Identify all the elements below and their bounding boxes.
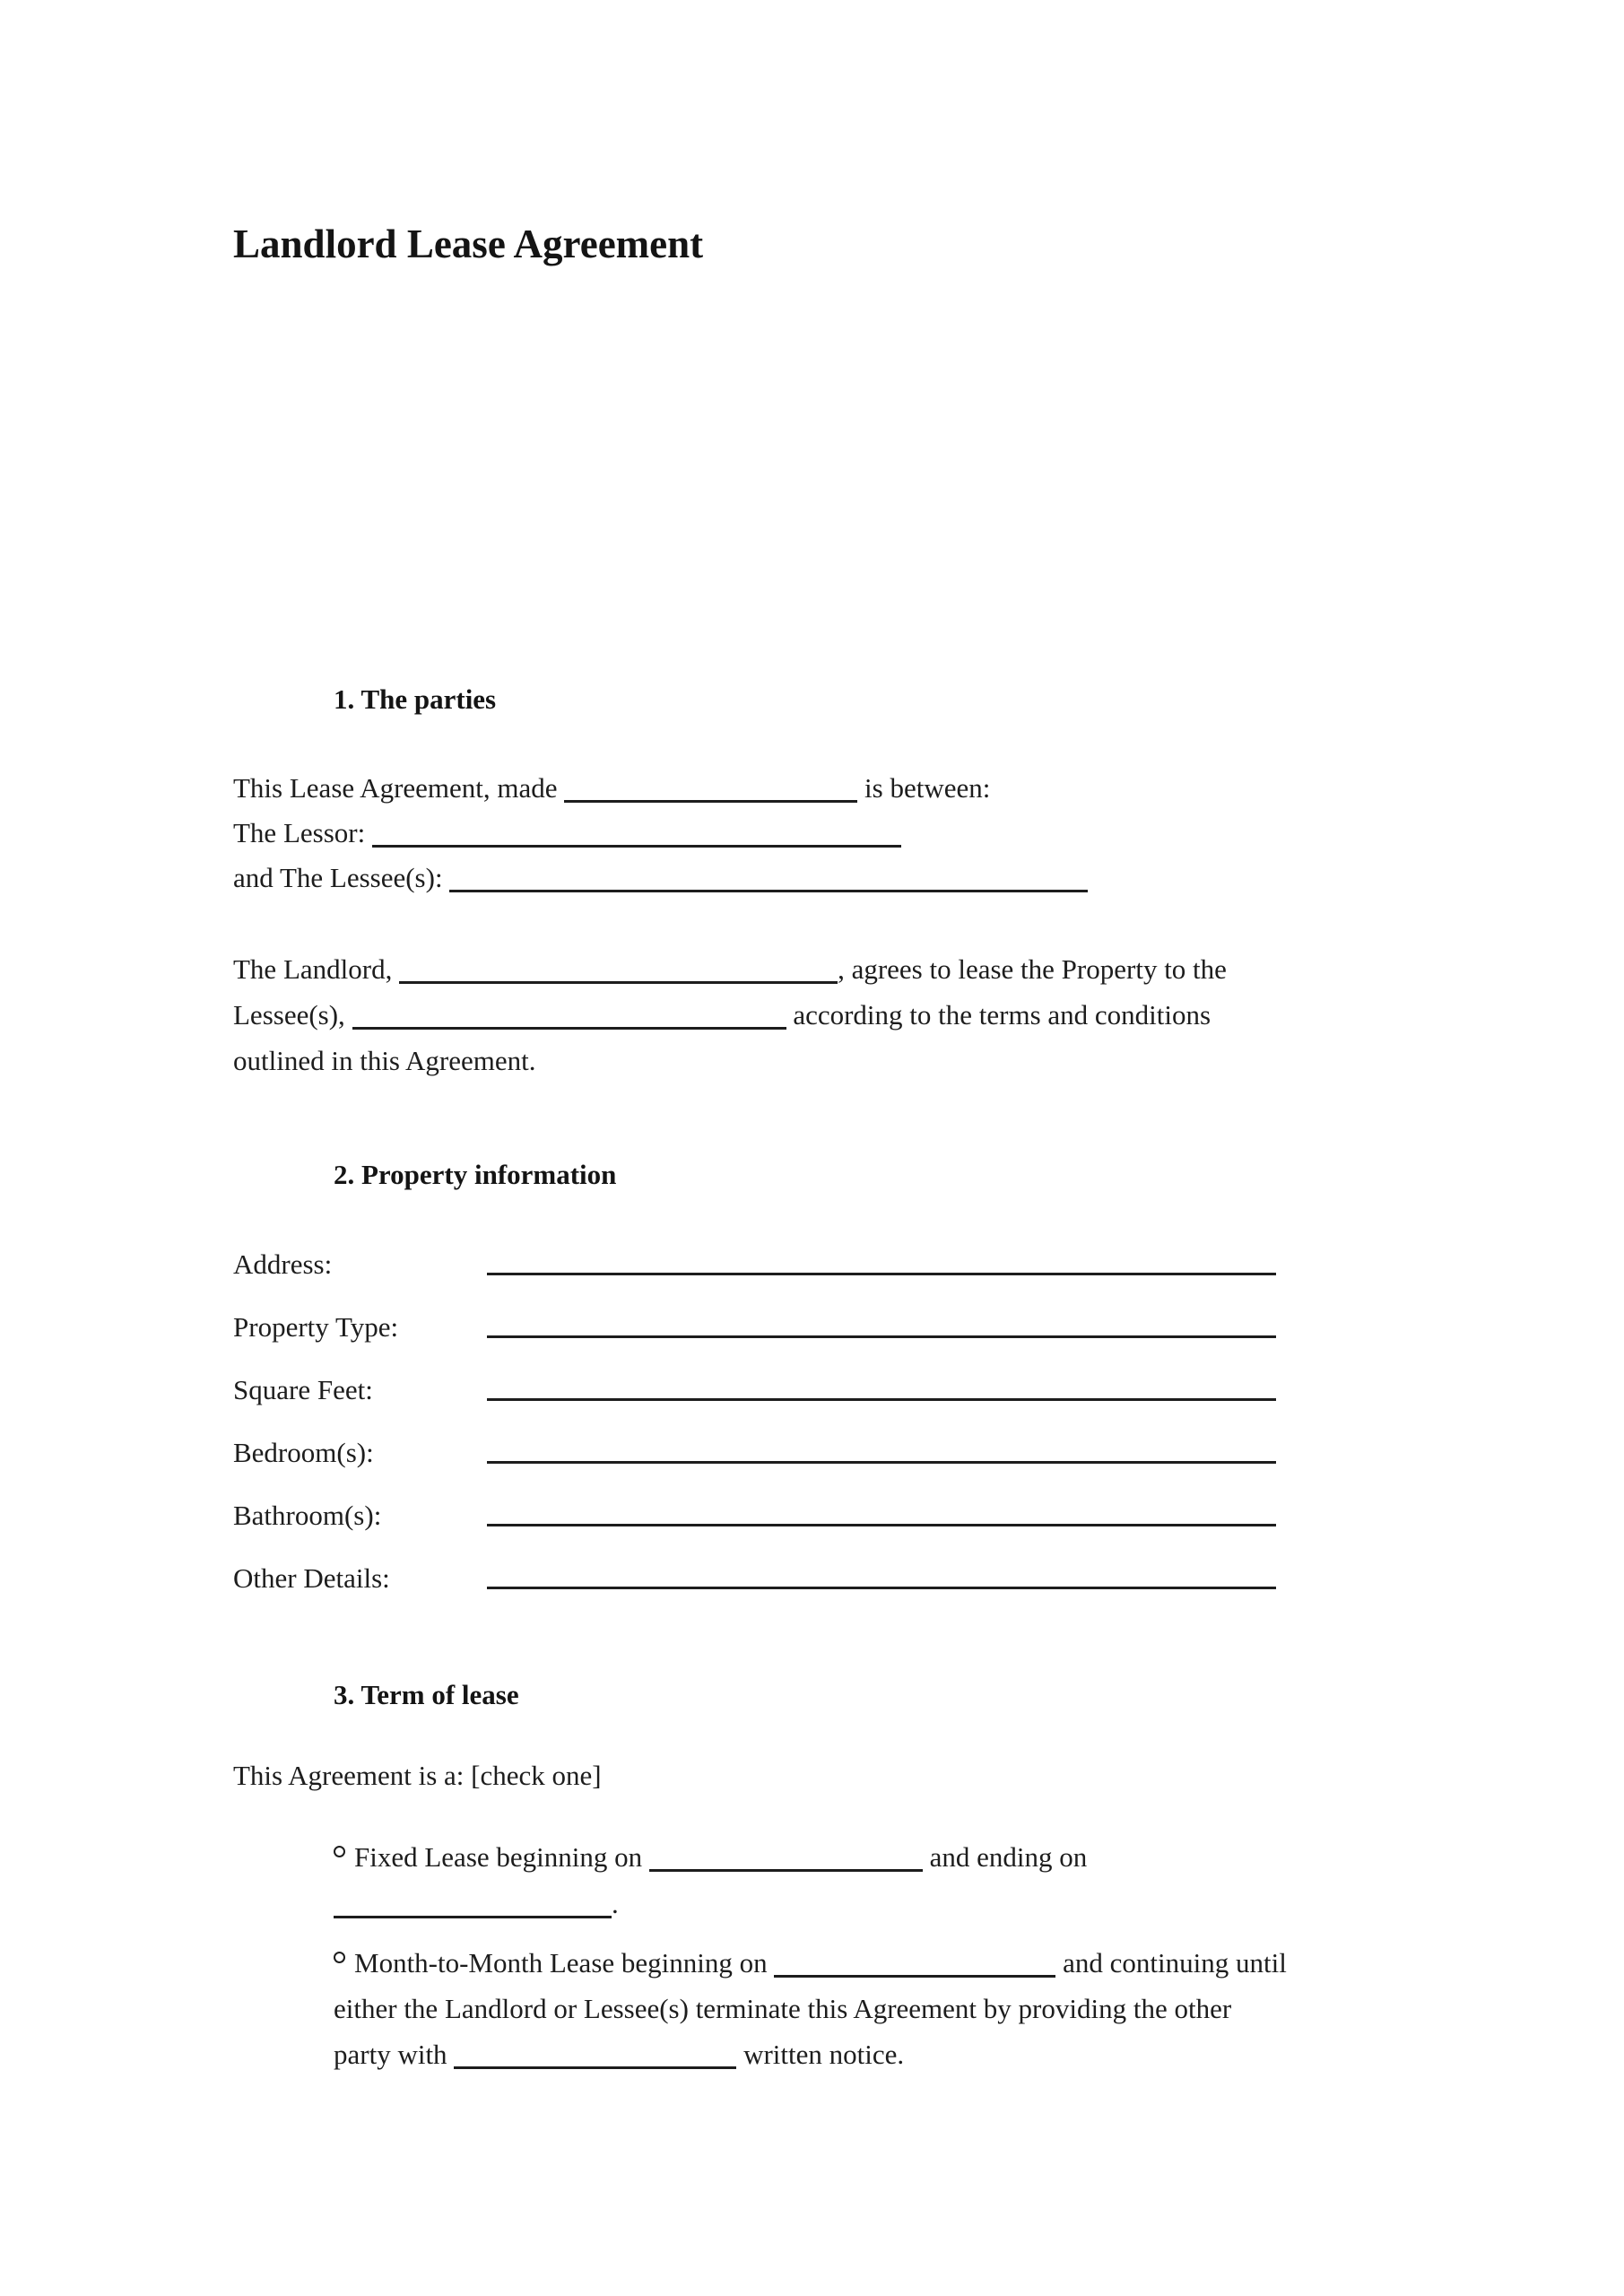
property-label-type: Property Type:: [233, 1311, 399, 1343]
lessee-label: and The Lessee(s):: [233, 862, 443, 893]
blank-notice-period-line: [454, 2066, 736, 2069]
property-label-address: Address:: [233, 1248, 333, 1280]
property-label-bathrooms: Bathroom(s):: [233, 1500, 382, 1531]
landlord-agrees-paragraph: [233, 946, 1227, 1083]
blank-lessee2-name-line: [352, 1027, 786, 1030]
blank-landlord-name-line: [399, 981, 838, 984]
m2m-suffix1: and continuing until: [1063, 1947, 1287, 1979]
property-row-address: [233, 1241, 1399, 1288]
fixed-lease-period: .: [612, 1888, 619, 1919]
radio-circle-icon: [334, 1952, 345, 1963]
lessee-line: [233, 856, 1088, 900]
property-row-other-details: [233, 1555, 1399, 1602]
lease-made-prefix: This Lease Agreement, made: [233, 772, 558, 804]
lessor-line: [233, 811, 1088, 856]
radio-circle-icon: [334, 1846, 345, 1857]
landlord-prefix: The Landlord,: [233, 953, 393, 985]
blank-lessee-name-line: [449, 890, 1088, 892]
lessor-label: The Lessor:: [233, 817, 366, 848]
section-heading-property: 2. Property information: [334, 1159, 617, 1190]
landlord-suffix: , agrees to lease the Property to the: [838, 953, 1227, 985]
m2m-line1: [334, 1940, 1287, 1986]
m2m-line3-prefix: party with: [334, 2039, 447, 2070]
outlined-line: outlined in this Agreement.: [233, 1045, 536, 1076]
fixed-lease-line1: [334, 1834, 1087, 1881]
parties-intro-paragraph: [233, 766, 1088, 900]
lease-made-line: [233, 766, 1088, 811]
fixed-lease-line2: [334, 1881, 1087, 1927]
property-label-bedrooms: Bedroom(s):: [233, 1437, 374, 1468]
property-row-square-feet: [233, 1367, 1399, 1413]
property-label-other-details: Other Details:: [233, 1562, 390, 1594]
blank-m2m-begin-date-line: [774, 1975, 1055, 1978]
blank-fixed-begin-date-line: [649, 1869, 923, 1872]
fixed-lease-option: [334, 1834, 1087, 1927]
check-one-line: This Agreement is a: [check one]: [233, 1760, 602, 1791]
m2m-prefix: Month-to-Month Lease beginning on: [354, 1947, 768, 1979]
m2m-line3-suffix: written notice.: [743, 2039, 905, 2070]
lessee2-suffix: according to the terms and conditions: [793, 999, 1211, 1031]
fixed-lease-middle: and ending on: [929, 1841, 1088, 1873]
blank-address-line: [487, 1273, 1276, 1275]
m2m-line3: [334, 2031, 1287, 2077]
blank-bathrooms-line: [487, 1524, 1276, 1526]
property-row-bedrooms: [233, 1430, 1399, 1476]
property-row-bathrooms: [233, 1492, 1399, 1539]
m2m-line2: either the Landlord or Lessee(s) terminate this Agreement by providing the other: [334, 1993, 1232, 2024]
lessee2-line: [233, 992, 1227, 1038]
page-title: Landlord Lease Agreement: [233, 222, 704, 266]
month-to-month-option: [334, 1940, 1287, 2077]
property-row-type: [233, 1304, 1399, 1351]
blank-other-details-line: [487, 1587, 1276, 1589]
blank-fixed-end-date-line: [334, 1916, 612, 1918]
blank-property-type-line: [487, 1335, 1276, 1338]
section-heading-parties: 1. The parties: [334, 683, 497, 715]
blank-square-feet-line: [487, 1398, 1276, 1401]
property-label-square-feet: Square Feet:: [233, 1374, 373, 1405]
blank-bedrooms-line: [487, 1461, 1276, 1464]
blank-lessor-name-line: [372, 845, 901, 848]
section-heading-term: 3. Term of lease: [334, 1679, 519, 1710]
fixed-lease-prefix: Fixed Lease beginning on: [354, 1841, 643, 1873]
lease-made-suffix: is between:: [864, 772, 991, 804]
landlord-line: [233, 946, 1227, 992]
blank-made-date-line: [564, 800, 857, 803]
lessee2-prefix: Lessee(s),: [233, 999, 345, 1031]
